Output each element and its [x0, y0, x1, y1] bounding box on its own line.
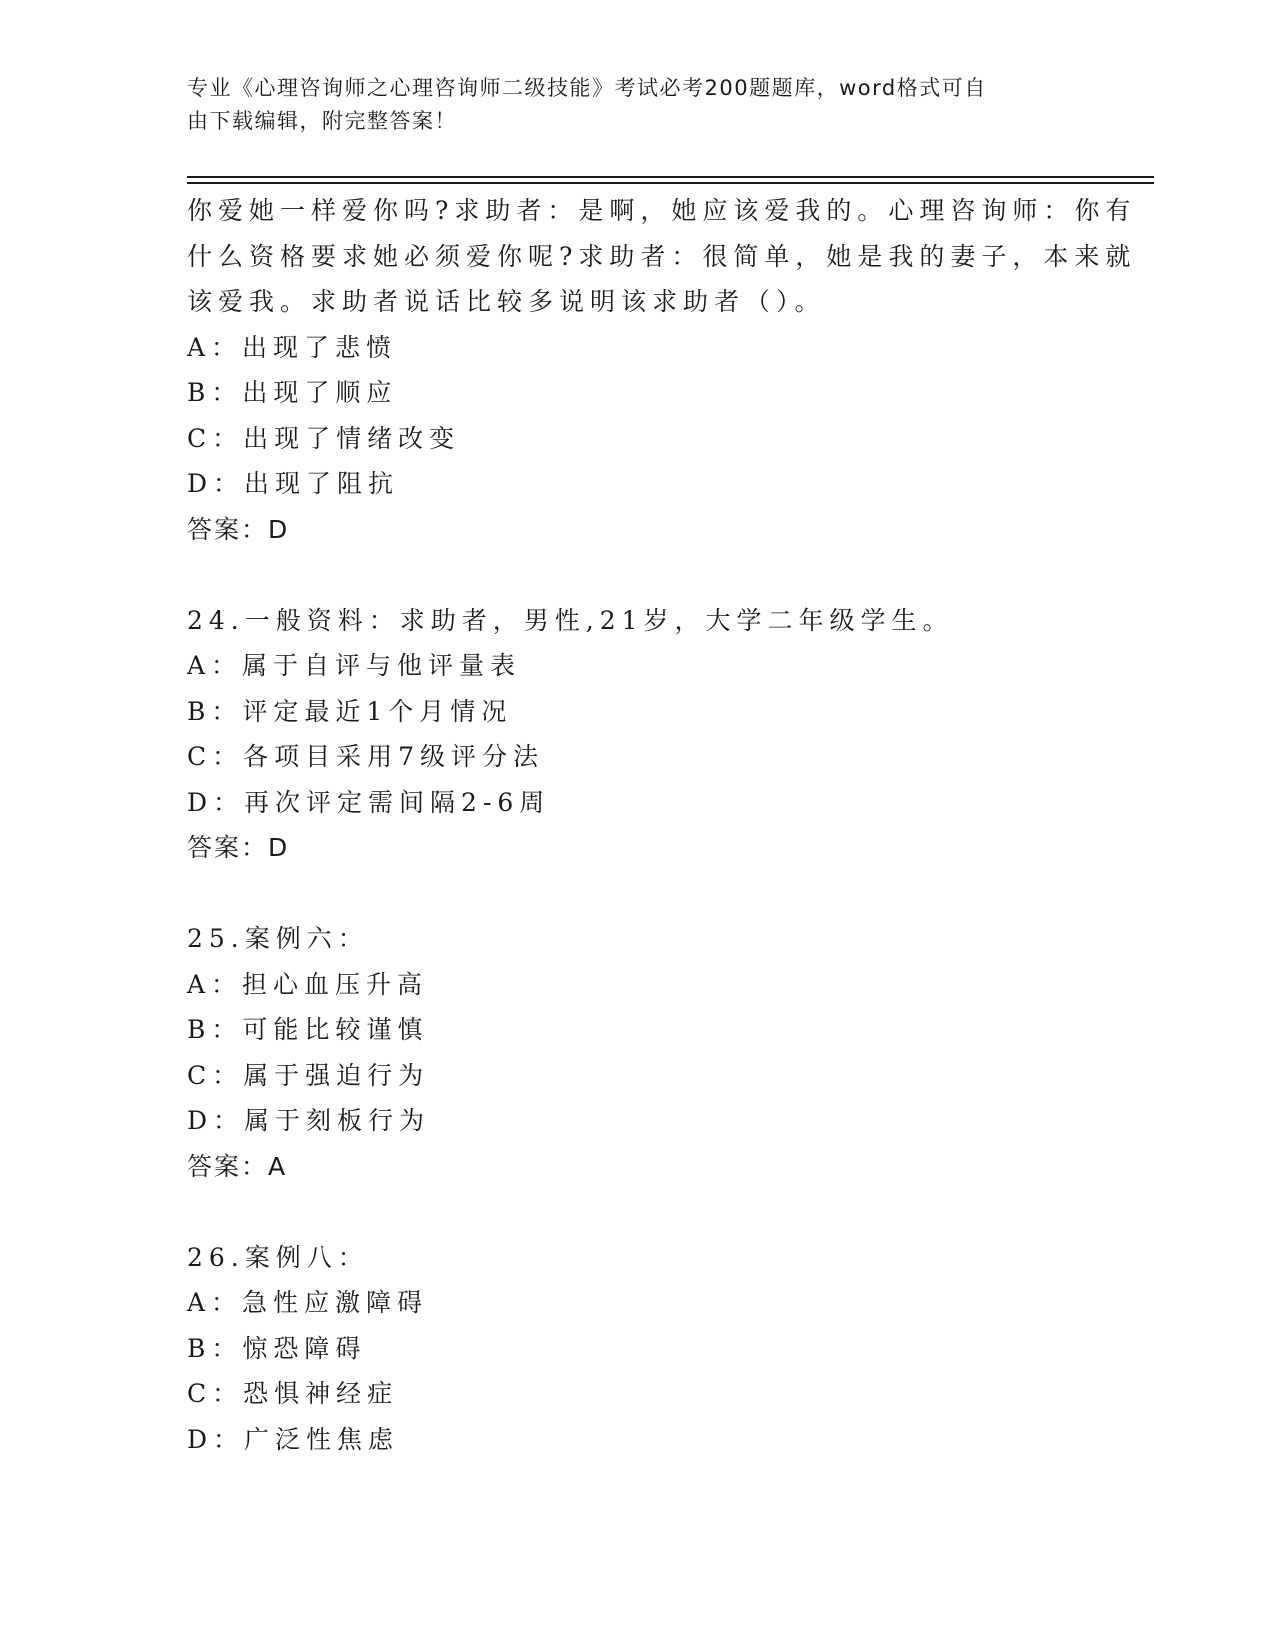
option-b: B：出现了顺应	[187, 378, 398, 407]
question-stem: 26.案例八：	[187, 1242, 369, 1272]
question-block	[187, 598, 1087, 871]
spacer	[187, 552, 1087, 598]
header-line-2: 由下载编辑，附完整答案！	[187, 109, 457, 133]
option-c: C：各项目采用7级评分法	[187, 742, 545, 771]
header-divider-bottom	[187, 182, 1154, 184]
question-stem-line: 什么资格要求她必须爱你呢?求助者：很简单，她是我的妻子，本来就	[187, 241, 1137, 271]
option-b: B：惊恐障碍	[187, 1333, 367, 1363]
answer-line: 答案：D	[187, 514, 290, 544]
question-stem-line: 你爱她一样爱你吗?求助者：是啊，她应该爱我的。心理咨询师：你有	[187, 196, 1137, 225]
question-content	[187, 188, 1137, 1462]
option-a: A：急性应激障碍	[187, 1288, 429, 1317]
option-c: C：属于强迫行为	[187, 1060, 430, 1090]
header-divider-top	[187, 176, 1154, 178]
answer-line: 答案：D	[187, 833, 290, 862]
option-d: D：属于刻板行为	[187, 1106, 431, 1135]
option-a: A：属于自评与他评量表	[187, 651, 522, 680]
option-d: D：广泛性焦虑	[187, 1424, 400, 1454]
document-header	[187, 72, 1087, 138]
spacer	[187, 1189, 1087, 1235]
question-block	[187, 916, 1087, 1189]
question-stem: 24.一般资料：求助者，男性,21岁，大学二年级学生。	[187, 605, 954, 635]
spacer	[187, 871, 1087, 917]
question-block	[187, 188, 1137, 552]
question-block	[187, 1235, 1087, 1463]
question-stem: 25.案例六：	[187, 924, 369, 953]
option-d: D：出现了阻抗	[187, 469, 400, 498]
option-d: D：再次评定需间隔2-6周	[187, 787, 551, 817]
answer-line: 答案：A	[187, 1151, 288, 1181]
option-c: C：恐惧神经症	[187, 1379, 399, 1408]
option-a: A：担心血压升高	[187, 969, 429, 999]
option-a: A：出现了悲愤	[187, 332, 398, 362]
question-stem-line: 该爱我。求助者说话比较多说明该求助者（）。	[187, 287, 826, 316]
header-line-1: 专业《心理咨询师之心理咨询师二级技能》考试必考200题题库，word格式可自	[187, 76, 987, 100]
option-b: B：可能比较谨慎	[187, 1015, 429, 1044]
option-b: B：评定最近1个月情况	[187, 696, 513, 726]
option-c: C：出现了情绪改变	[187, 423, 461, 453]
